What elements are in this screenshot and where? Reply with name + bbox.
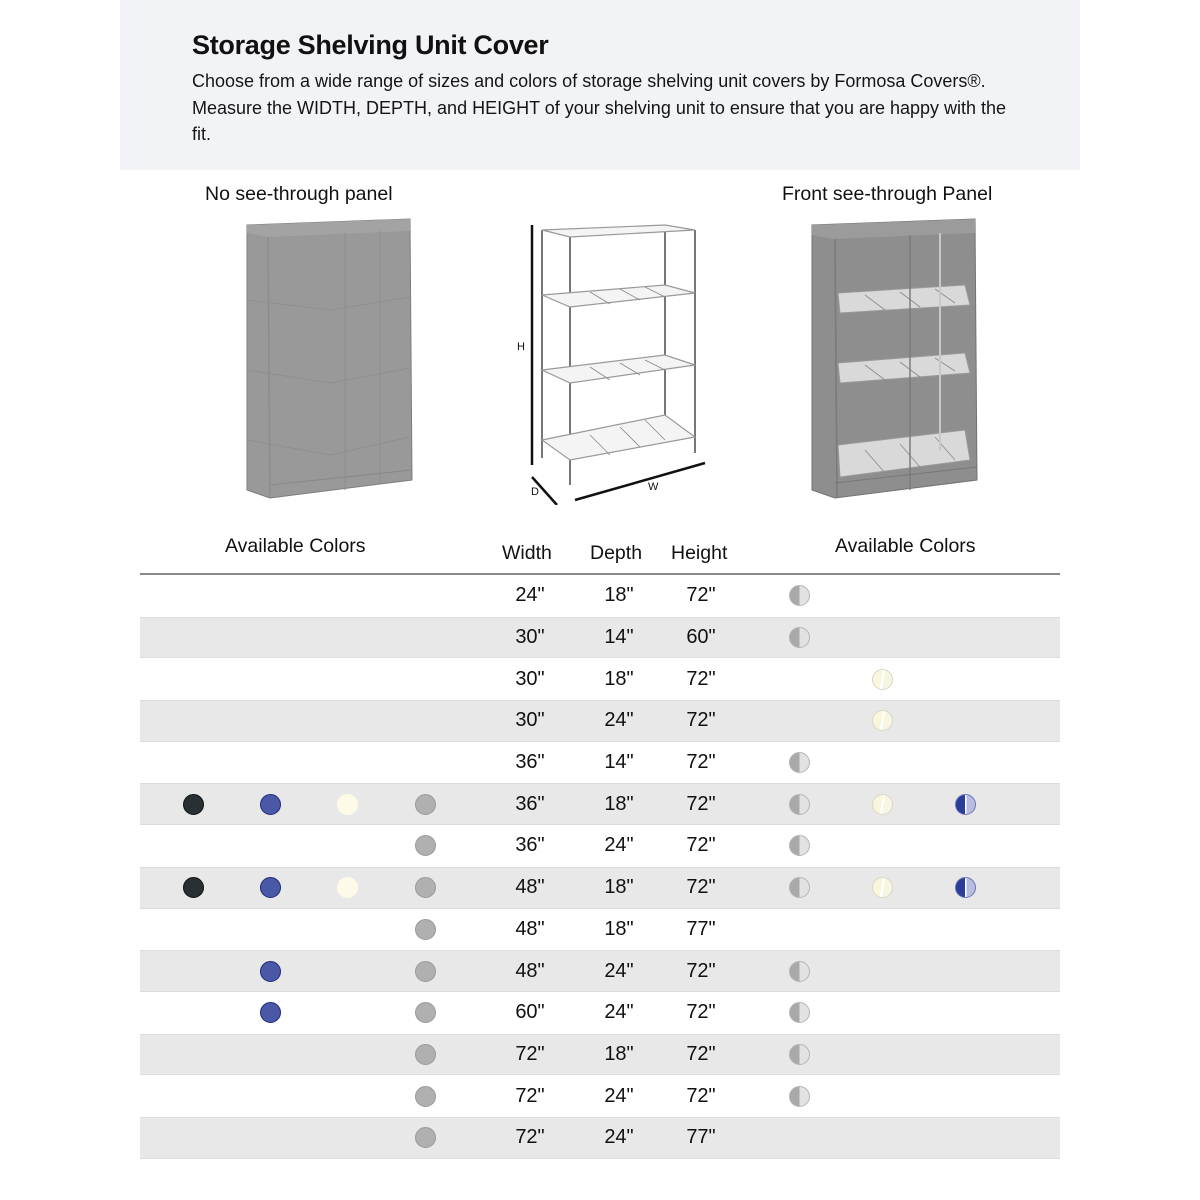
gray-color-swatch: [415, 919, 436, 940]
gray-color-swatch: [415, 1086, 436, 1107]
height-cell: 60": [686, 626, 716, 649]
page-title: Storage Shelving Unit Cover: [192, 30, 549, 60]
cream-color-swatch: [337, 794, 358, 815]
gray-color-swatch: [415, 794, 436, 815]
width-cell: 72": [515, 1042, 545, 1065]
half-gray-panel-color-swatch: [789, 1002, 810, 1023]
width-cell: 36": [515, 792, 545, 815]
table-row: [140, 1075, 1060, 1117]
depth-cell: 18": [604, 1042, 634, 1065]
gray-color-swatch: [415, 877, 436, 898]
depth-cell: 24": [604, 1126, 634, 1149]
depth-cell: 24": [604, 834, 634, 857]
half-gray-panel-color-swatch: [789, 585, 810, 606]
gray-color-swatch: [415, 1127, 436, 1148]
table-row: [140, 783, 1060, 825]
height-cell: 72": [686, 1042, 716, 1065]
depth-cell: 18": [604, 876, 634, 899]
depth-cell: 18": [604, 917, 634, 940]
height-cell: 77": [686, 917, 716, 940]
height-cell: 72": [686, 1084, 716, 1107]
black-color-swatch: [183, 794, 204, 815]
width-cell: 36": [515, 751, 545, 774]
depth-cell: 24": [604, 1001, 634, 1024]
table-row: [140, 1117, 1060, 1159]
height-cell: 77": [686, 1126, 716, 1149]
depth-cell: 24": [604, 1084, 634, 1107]
table-row: [140, 700, 1060, 742]
height-cell: 72": [686, 584, 716, 607]
height-cell: 72": [686, 959, 716, 982]
width-cell: 30": [515, 709, 545, 732]
gray-color-swatch: [415, 961, 436, 982]
depth-cell: 24": [604, 709, 634, 732]
right-colors-header: Available Colors: [835, 535, 976, 557]
depth-label: D: [531, 486, 539, 498]
height-cell: 72": [686, 876, 716, 899]
left-colors-header: Available Colors: [225, 535, 366, 557]
gray-color-swatch: [415, 1044, 436, 1065]
half-gray-panel-color-swatch: [789, 877, 810, 898]
half-cream-panel-color-swatch: [872, 877, 893, 898]
table-row: [140, 617, 1060, 659]
width-cell: 72": [515, 1126, 545, 1149]
half-blue-panel-color-swatch: [955, 794, 976, 815]
blue-color-swatch: [260, 877, 281, 898]
width-cell: 48": [515, 876, 545, 899]
width-cell: 72": [515, 1084, 545, 1107]
blue-color-swatch: [260, 1002, 281, 1023]
half-gray-panel-color-swatch: [789, 1086, 810, 1107]
depth-header: Depth: [590, 542, 643, 564]
depth-cell: 14": [604, 751, 634, 774]
see-through-panel-label: Front see-through Panel: [782, 183, 993, 205]
height-cell: 72": [686, 834, 716, 857]
height-cell: 72": [686, 1001, 716, 1024]
covered-shelf-image: [240, 215, 415, 505]
table-row: [140, 575, 1060, 617]
table-row: [140, 825, 1060, 867]
wire-shelf-diagram: [515, 215, 715, 505]
height-cell: 72": [686, 751, 716, 774]
height-cell: 72": [686, 667, 716, 690]
width-cell: 30": [515, 626, 545, 649]
half-cream-panel-color-swatch: [872, 794, 893, 815]
gray-color-swatch: [415, 1002, 436, 1023]
see-through-cover-image: [805, 215, 985, 505]
half-cream-panel-color-swatch: [872, 710, 893, 731]
header-banner: [120, 0, 1080, 170]
half-gray-panel-color-swatch: [789, 794, 810, 815]
page-description: Choose from a wide range of sizes and colors of storage shelving unit covers by Formosa Covers®. Measure the WIDTH, DEPTH, and HEIGHT of your shelving unit to ensure that you are happy with the fit.: [192, 71, 1007, 144]
half-gray-panel-color-swatch: [789, 627, 810, 648]
depth-cell: 18": [604, 667, 634, 690]
depth-cell: 18": [604, 792, 634, 815]
table-row: [140, 1034, 1060, 1076]
height-cell: 72": [686, 709, 716, 732]
depth-cell: 14": [604, 626, 634, 649]
half-gray-panel-color-swatch: [789, 1044, 810, 1065]
depth-cell: 18": [604, 584, 634, 607]
size-table: [140, 575, 1060, 1159]
gray-color-swatch: [415, 835, 436, 856]
half-gray-panel-color-swatch: [789, 961, 810, 982]
width-cell: 60": [515, 1001, 545, 1024]
cream-color-swatch: [337, 877, 358, 898]
width-cell: 30": [515, 667, 545, 690]
table-row: [140, 950, 1060, 992]
table-row: [140, 909, 1060, 951]
blue-color-swatch: [260, 961, 281, 982]
height-cell: 72": [686, 792, 716, 815]
table-row: [140, 992, 1060, 1034]
half-cream-panel-color-swatch: [872, 669, 893, 690]
width-label: W: [648, 481, 659, 493]
depth-cell: 24": [604, 959, 634, 982]
width-cell: 24": [515, 584, 545, 607]
width-cell: 48": [515, 959, 545, 982]
blue-color-swatch: [260, 794, 281, 815]
height-label: H: [517, 341, 525, 353]
table-row: [140, 658, 1060, 700]
table-row: [140, 867, 1060, 909]
half-gray-panel-color-swatch: [789, 835, 810, 856]
half-gray-panel-color-swatch: [789, 752, 810, 773]
width-header: Width: [502, 542, 552, 564]
width-cell: 36": [515, 834, 545, 857]
black-color-swatch: [183, 877, 204, 898]
height-header: Height: [671, 542, 728, 564]
table-row: [140, 742, 1060, 784]
no-panel-label: No see-through panel: [205, 183, 393, 205]
half-blue-panel-color-swatch: [955, 877, 976, 898]
width-cell: 48": [515, 917, 545, 940]
